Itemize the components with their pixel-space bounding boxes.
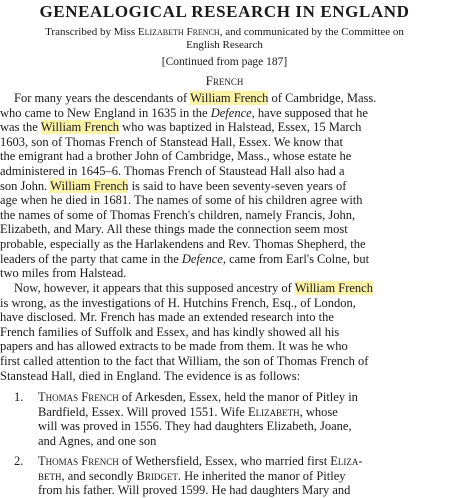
p1-line: probable, especially as the Harlakendens and Rev. Thomas Shepherd, the: [0, 237, 366, 251]
p2-line: papers and has allowed extracts to be made from them. It was he who: [0, 339, 348, 353]
list-number: 2.: [14, 454, 24, 468]
transcription-credit-line-2: English Research: [186, 39, 263, 51]
list-item-line: beth, and secondly Bridget. He inherited the manor of Pitley: [38, 469, 346, 483]
p2-line: French families of Suffolk and Essex, and has kindly showed all his: [0, 325, 340, 339]
list-item-line: Thomas French of Arkesden, Essex, held the manor of Pitley in: [38, 390, 358, 404]
list-item-line: Bardfield, Essex. Will proved 1551. Wife Elizabeth, whose: [38, 405, 338, 419]
section-heading: French: [205, 73, 244, 88]
transcription-credit-line-1: Transcribed by Miss Elizabeth French, and communicated by the Committee on: [45, 26, 404, 38]
p2-line: Stanstead Hall, died in England. The evidence is as follows:: [0, 369, 301, 383]
p1-line: Elizabeth, and Mary. All these things made the connection seem most: [0, 222, 348, 236]
p1-line: For many years the descendants of William French of Cambridge, Mass.: [14, 91, 377, 105]
p2-line: is wrong, as the investigations of H. Hutchins French, Esq., of London,: [0, 296, 356, 310]
p2-line: Now, however, it appears that this supposed ancestry of William French: [14, 281, 373, 295]
list-item-line: Thomas French of Wethersfield, Essex, who married first Eliza-: [38, 454, 363, 468]
continued-note: [Continued from page 187]: [161, 56, 288, 68]
page-title: GENEALOGICAL RESEARCH IN ENGLAND: [39, 2, 410, 21]
list-item-line: from his father. Will proved 1599. He had daughters Mary and: [38, 483, 351, 497]
p1-line: administered in 1645–6. Thomas French of Staustead Hall also had a: [0, 164, 345, 178]
p1-line: two miles from Halstead.: [0, 266, 127, 280]
list-item-line: will was proved in 1556. They had daughters Elizabeth, Joane,: [38, 419, 352, 433]
p1-line: was the William French who was baptized in Halstead, Essex, 15 March: [0, 120, 362, 134]
highlight: William French: [50, 179, 129, 193]
list-number: 1.: [14, 390, 24, 404]
p1-line: who came to New England in 1635 in the Defence, have supposed that he: [0, 106, 368, 120]
p1-line: age when he died in 1681. The names of some of his children agree with: [0, 193, 363, 207]
p2-line: first called attention to the fact that William, the son of Thomas French of: [0, 354, 369, 368]
p1-line: the emigrant had a brother John of Cambridge, Mass., whose estate he: [0, 149, 352, 163]
p2-line: have disclosed. Mr. French has made an extended research into the: [0, 310, 334, 324]
p1-line: son John. William French is said to have been seventy-seven years of: [0, 179, 347, 193]
p1-line: leaders of the party that came in the Defence, came from Earl's Colne, but: [0, 252, 370, 266]
highlight: William French: [294, 281, 373, 295]
highlight: William French: [40, 120, 120, 134]
list-item-line: and Agnes, and one son: [38, 434, 157, 448]
p1-line: the names of some of Thomas French's children, namely Francis, John,: [0, 208, 356, 222]
p1-line: 1603, son of Thomas French of Stanstead Hall, Essex. We know that: [0, 135, 343, 149]
highlight: William French: [190, 91, 269, 105]
